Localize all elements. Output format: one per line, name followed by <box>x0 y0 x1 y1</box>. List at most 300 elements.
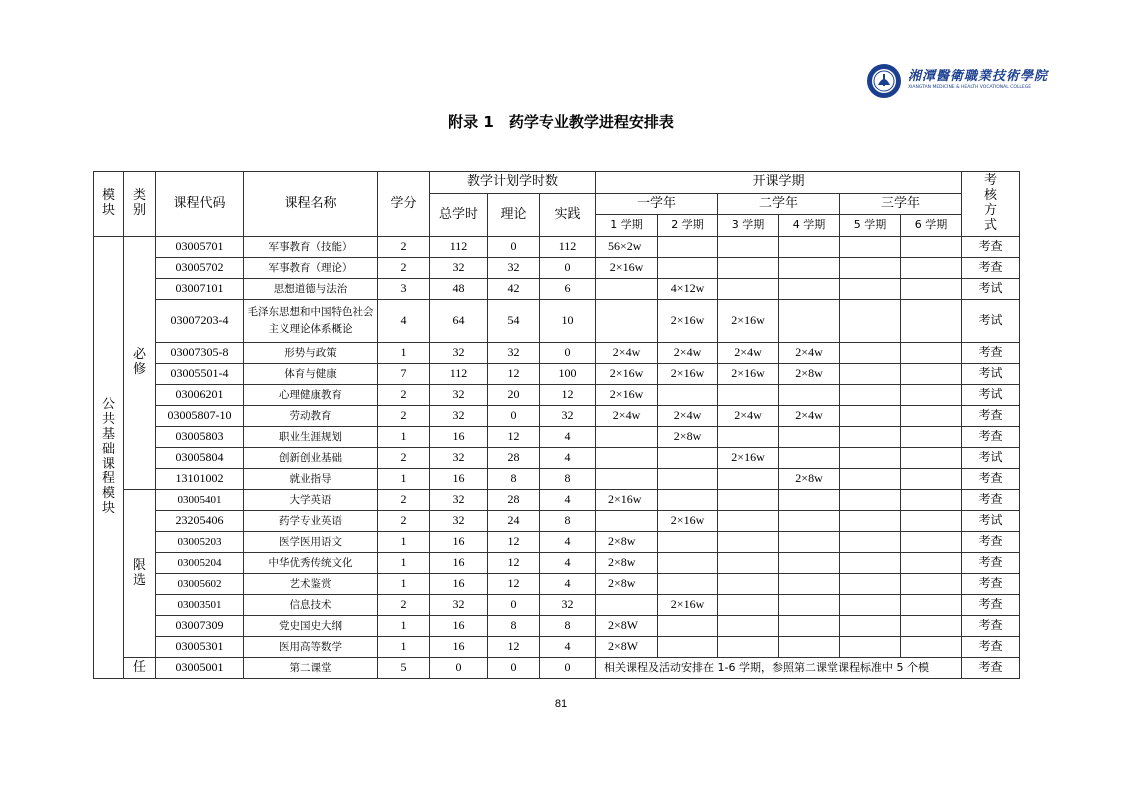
course-code: 03005301 <box>156 637 244 658</box>
course-name: 军事教育（理论） <box>244 258 378 279</box>
assessment-method: 考查 <box>962 532 1020 553</box>
teaching-plan-table <box>93 171 1020 679</box>
semester-6-cell <box>901 616 962 637</box>
semester-3-cell <box>718 511 779 532</box>
semester-5-cell <box>840 385 901 406</box>
assessment-method: 考试 <box>962 511 1020 532</box>
semester-6-cell <box>901 469 962 490</box>
course-total-hours: 32 <box>430 258 488 279</box>
semester-3-cell <box>718 595 779 616</box>
semester-1-cell: 2×8w <box>596 553 658 574</box>
semester-3-cell <box>718 237 779 258</box>
semester-3-cell <box>718 574 779 595</box>
course-total-hours: 32 <box>430 343 488 364</box>
course-credits: 2 <box>378 237 430 258</box>
semester-5-cell <box>840 553 901 574</box>
header-module: 模块 <box>94 172 124 237</box>
semester-1-cell: 2×8W <box>596 637 658 658</box>
course-name: 药学专业英语 <box>244 511 378 532</box>
semester-2-cell: 2×16w <box>658 511 718 532</box>
semester-6-cell <box>901 511 962 532</box>
semester-6-cell <box>901 574 962 595</box>
course-practice-hours: 112 <box>540 237 596 258</box>
course-name: 信息技术 <box>244 595 378 616</box>
assessment-method: 考查 <box>962 490 1020 511</box>
assessment-method: 考查 <box>962 553 1020 574</box>
course-name: 心理健康教育 <box>244 385 378 406</box>
assessment-method: 考查 <box>962 658 1020 679</box>
assessment-method: 考查 <box>962 406 1020 427</box>
course-theory-hours: 0 <box>488 406 540 427</box>
semester-5-cell <box>840 406 901 427</box>
course-theory-hours: 32 <box>488 258 540 279</box>
course-credits: 7 <box>378 364 430 385</box>
semester-6-cell <box>901 595 962 616</box>
course-credits: 1 <box>378 469 430 490</box>
course-code: 03006201 <box>156 385 244 406</box>
semester-6-cell <box>901 385 962 406</box>
semester-2-cell: 2×4w <box>658 406 718 427</box>
course-total-hours: 32 <box>430 406 488 427</box>
assessment-method: 考试 <box>962 385 1020 406</box>
semester-4-cell: 2×4w <box>779 406 840 427</box>
semester-3-cell <box>718 279 779 300</box>
semester-5-cell <box>840 364 901 385</box>
assessment-method: 考查 <box>962 469 1020 490</box>
semester-4-cell: 2×4w <box>779 343 840 364</box>
semester-2-cell <box>658 553 718 574</box>
course-total-hours: 16 <box>430 532 488 553</box>
table-row <box>94 406 1020 427</box>
course-total-hours: 112 <box>430 364 488 385</box>
course-total-hours: 16 <box>430 616 488 637</box>
course-name: 就业指导 <box>244 469 378 490</box>
college-logo <box>866 63 1049 107</box>
semester-3-cell: 2×16w <box>718 300 779 343</box>
course-credits: 2 <box>378 490 430 511</box>
course-credits: 1 <box>378 553 430 574</box>
header-sem3: 3 学期 <box>718 215 779 237</box>
table-row <box>94 448 1020 469</box>
assessment-method: 考查 <box>962 427 1020 448</box>
semester-3-cell <box>718 532 779 553</box>
semester-4-cell <box>779 300 840 343</box>
course-name: 毛泽东思想和中国特色社会主义理论体系概论 <box>244 300 378 343</box>
semester-note: 相关课程及活动安排在 1-6 学期，参照第二课堂课程标准中 5 个模 <box>596 658 962 679</box>
semester-3-cell <box>718 258 779 279</box>
course-code: 03005401 <box>156 490 244 511</box>
course-name: 大学英语 <box>244 490 378 511</box>
course-theory-hours: 12 <box>488 637 540 658</box>
course-code: 03007203-4 <box>156 300 244 343</box>
header-year1: 一学年 <box>596 194 718 215</box>
table-row <box>94 658 1020 679</box>
semester-2-cell <box>658 448 718 469</box>
course-practice-hours: 8 <box>540 616 596 637</box>
semester-1-cell: 2×4w <box>596 343 658 364</box>
college-name-en: XIANGTAN MEDICINE & HEALTH VOCATIONAL COLLEGE <box>908 85 1032 90</box>
semester-1-cell <box>596 511 658 532</box>
semester-1-cell: 2×16w <box>596 258 658 279</box>
course-credits: 2 <box>378 511 430 532</box>
semester-5-cell <box>840 574 901 595</box>
semester-6-cell <box>901 237 962 258</box>
semester-5-cell <box>840 427 901 448</box>
semester-2-cell <box>658 469 718 490</box>
semester-4-cell <box>779 279 840 300</box>
course-practice-hours: 4 <box>540 448 596 469</box>
semester-5-cell <box>840 532 901 553</box>
course-practice-hours: 32 <box>540 595 596 616</box>
semester-6-cell <box>901 300 962 343</box>
semester-1-cell: 2×16w <box>596 385 658 406</box>
semester-1-cell <box>596 427 658 448</box>
course-code: 13101002 <box>156 469 244 490</box>
semester-1-cell: 2×8w <box>596 532 658 553</box>
table-row <box>94 343 1020 364</box>
course-credits: 1 <box>378 574 430 595</box>
semester-4-cell <box>779 595 840 616</box>
course-code: 03007101 <box>156 279 244 300</box>
course-practice-hours: 8 <box>540 469 596 490</box>
semester-3-cell <box>718 553 779 574</box>
module-label: 公共基础课程模块 <box>94 237 124 679</box>
header-sem4: 4 学期 <box>779 215 840 237</box>
semester-4-cell <box>779 427 840 448</box>
course-practice-hours: 4 <box>540 574 596 595</box>
semester-6-cell <box>901 279 962 300</box>
table-row <box>94 258 1020 279</box>
course-theory-hours: 12 <box>488 532 540 553</box>
header-course-code: 课程代码 <box>156 172 244 237</box>
course-code: 03005602 <box>156 574 244 595</box>
course-practice-hours: 4 <box>540 637 596 658</box>
course-credits: 5 <box>378 658 430 679</box>
table-row <box>94 490 1020 511</box>
semester-3-cell <box>718 490 779 511</box>
semester-6-cell <box>901 364 962 385</box>
category-elective: 任 <box>124 658 156 679</box>
header-semester-group: 开课学期 <box>596 172 962 194</box>
course-credits: 2 <box>378 258 430 279</box>
semester-5-cell <box>840 490 901 511</box>
table-row <box>94 574 1020 595</box>
semester-2-cell: 2×4w <box>658 343 718 364</box>
assessment-method: 考试 <box>962 364 1020 385</box>
course-name: 第二课堂 <box>244 658 378 679</box>
table-row <box>94 637 1020 658</box>
course-credits: 1 <box>378 532 430 553</box>
course-code: 03005204 <box>156 553 244 574</box>
course-name: 党史国史大纲 <box>244 616 378 637</box>
table-row <box>94 532 1020 553</box>
course-practice-hours: 4 <box>540 490 596 511</box>
semester-3-cell <box>718 469 779 490</box>
semester-3-cell: 2×4w <box>718 343 779 364</box>
course-code: 03005701 <box>156 237 244 258</box>
header-category: 类别 <box>124 172 156 237</box>
semester-4-cell <box>779 553 840 574</box>
course-name: 思想道德与法治 <box>244 279 378 300</box>
header-sem5: 5 学期 <box>840 215 901 237</box>
course-practice-hours: 10 <box>540 300 596 343</box>
semester-5-cell <box>840 343 901 364</box>
semester-1-cell <box>596 595 658 616</box>
semester-3-cell <box>718 637 779 658</box>
course-total-hours: 32 <box>430 595 488 616</box>
semester-2-cell <box>658 532 718 553</box>
table-row <box>94 469 1020 490</box>
course-theory-hours: 8 <box>488 616 540 637</box>
course-credits: 4 <box>378 300 430 343</box>
course-code: 03005702 <box>156 258 244 279</box>
semester-3-cell <box>718 385 779 406</box>
course-theory-hours: 32 <box>488 343 540 364</box>
course-code: 03005803 <box>156 427 244 448</box>
semester-2-cell <box>658 574 718 595</box>
semester-2-cell: 2×8w <box>658 427 718 448</box>
course-theory-hours: 0 <box>488 595 540 616</box>
course-theory-hours: 12 <box>488 364 540 385</box>
course-code: 03007305-8 <box>156 343 244 364</box>
semester-6-cell <box>901 448 962 469</box>
header-theory: 理论 <box>488 194 540 237</box>
course-credits: 2 <box>378 406 430 427</box>
course-theory-hours: 28 <box>488 448 540 469</box>
college-name-cn: 湘潭醫衛職業技術學院 <box>908 69 1049 84</box>
course-name: 医学医用语文 <box>244 532 378 553</box>
course-total-hours: 48 <box>430 279 488 300</box>
course-practice-hours: 32 <box>540 406 596 427</box>
course-total-hours: 16 <box>430 637 488 658</box>
semester-3-cell <box>718 616 779 637</box>
course-name: 医用高等数学 <box>244 637 378 658</box>
course-code: 03005001 <box>156 658 244 679</box>
course-name: 劳动教育 <box>244 406 378 427</box>
semester-1-cell <box>596 448 658 469</box>
table-row <box>94 279 1020 300</box>
course-name: 中华优秀传统文化 <box>244 553 378 574</box>
table-row <box>94 595 1020 616</box>
course-credits: 1 <box>378 637 430 658</box>
course-practice-hours: 0 <box>540 343 596 364</box>
semester-5-cell <box>840 258 901 279</box>
header-hours-group: 教学计划学时数 <box>430 172 596 194</box>
semester-5-cell <box>840 279 901 300</box>
course-total-hours: 112 <box>430 237 488 258</box>
assessment-method: 考查 <box>962 574 1020 595</box>
table-row <box>94 427 1020 448</box>
semester-6-cell <box>901 258 962 279</box>
course-theory-hours: 12 <box>488 574 540 595</box>
page-number: 81 <box>554 698 568 710</box>
course-theory-hours: 0 <box>488 658 540 679</box>
semester-2-cell <box>658 616 718 637</box>
header-total-hours: 总学时 <box>430 194 488 237</box>
course-theory-hours: 20 <box>488 385 540 406</box>
semester-4-cell <box>779 532 840 553</box>
course-code: 03005203 <box>156 532 244 553</box>
semester-5-cell <box>840 237 901 258</box>
course-name: 军事教育（技能） <box>244 237 378 258</box>
semester-1-cell: 2×16w <box>596 490 658 511</box>
assessment-method: 考查 <box>962 343 1020 364</box>
course-theory-hours: 24 <box>488 511 540 532</box>
semester-2-cell <box>658 258 718 279</box>
semester-3-cell: 2×4w <box>718 406 779 427</box>
course-code: 03005804 <box>156 448 244 469</box>
semester-1-cell: 2×16w <box>596 364 658 385</box>
semester-1-cell: 2×8W <box>596 616 658 637</box>
semester-2-cell: 4×12w <box>658 279 718 300</box>
semester-1-cell: 2×4w <box>596 406 658 427</box>
semester-6-cell <box>901 427 962 448</box>
semester-4-cell <box>779 616 840 637</box>
course-total-hours: 32 <box>430 448 488 469</box>
course-credits: 3 <box>378 279 430 300</box>
course-theory-hours: 0 <box>488 237 540 258</box>
semester-2-cell <box>658 237 718 258</box>
header-sem1: 1 学期 <box>596 215 658 237</box>
table-row <box>94 237 1020 258</box>
header-assessment: 考核方式 <box>962 172 1020 237</box>
semester-4-cell <box>779 448 840 469</box>
course-credits: 1 <box>378 427 430 448</box>
semester-5-cell <box>840 300 901 343</box>
course-credits: 2 <box>378 385 430 406</box>
semester-6-cell <box>901 406 962 427</box>
semester-1-cell <box>596 300 658 343</box>
semester-5-cell <box>840 448 901 469</box>
semester-2-cell: 2×16w <box>658 364 718 385</box>
semester-4-cell <box>779 258 840 279</box>
semester-2-cell: 2×16w <box>658 300 718 343</box>
page-title: 附录 1 药学专业教学进程安排表 <box>448 113 674 131</box>
course-name: 体育与健康 <box>244 364 378 385</box>
course-theory-hours: 28 <box>488 490 540 511</box>
semester-5-cell <box>840 616 901 637</box>
course-practice-hours: 0 <box>540 658 596 679</box>
course-name: 艺术鉴赏 <box>244 574 378 595</box>
semester-4-cell: 2×8w <box>779 364 840 385</box>
course-practice-hours: 0 <box>540 258 596 279</box>
assessment-method: 考试 <box>962 448 1020 469</box>
course-code: 23205406 <box>156 511 244 532</box>
semester-4-cell <box>779 237 840 258</box>
semester-1-cell <box>596 279 658 300</box>
course-total-hours: 64 <box>430 300 488 343</box>
assessment-method: 考查 <box>962 237 1020 258</box>
course-total-hours: 16 <box>430 553 488 574</box>
course-theory-hours: 54 <box>488 300 540 343</box>
course-practice-hours: 4 <box>540 532 596 553</box>
course-practice-hours: 4 <box>540 553 596 574</box>
header-year2: 二学年 <box>718 194 840 215</box>
course-theory-hours: 12 <box>488 553 540 574</box>
course-practice-hours: 8 <box>540 511 596 532</box>
semester-5-cell <box>840 511 901 532</box>
course-practice-hours: 100 <box>540 364 596 385</box>
table-row <box>94 616 1020 637</box>
semester-3-cell <box>718 427 779 448</box>
course-credits: 1 <box>378 616 430 637</box>
category-required: 必修 <box>124 237 156 490</box>
course-credits: 2 <box>378 595 430 616</box>
semester-1-cell <box>596 469 658 490</box>
college-seal-icon <box>866 63 902 99</box>
header-practice: 实践 <box>540 194 596 237</box>
semester-6-cell <box>901 490 962 511</box>
header-credits: 学分 <box>378 172 430 237</box>
assessment-method: 考试 <box>962 300 1020 343</box>
semester-4-cell <box>779 637 840 658</box>
course-credits: 1 <box>378 343 430 364</box>
category-limited: 限选 <box>124 490 156 658</box>
course-total-hours: 16 <box>430 469 488 490</box>
table-row <box>94 385 1020 406</box>
semester-4-cell <box>779 385 840 406</box>
semester-4-cell <box>779 490 840 511</box>
semester-2-cell <box>658 490 718 511</box>
assessment-method: 考试 <box>962 279 1020 300</box>
semester-5-cell <box>840 469 901 490</box>
semester-6-cell <box>901 637 962 658</box>
semester-6-cell <box>901 343 962 364</box>
semester-3-cell: 2×16w <box>718 448 779 469</box>
course-practice-hours: 6 <box>540 279 596 300</box>
course-code: 03003501 <box>156 595 244 616</box>
course-credits: 2 <box>378 448 430 469</box>
table-row <box>94 364 1020 385</box>
header-course-name: 课程名称 <box>244 172 378 237</box>
header-year3: 三学年 <box>840 194 962 215</box>
course-name: 职业生涯规划 <box>244 427 378 448</box>
course-total-hours: 16 <box>430 427 488 448</box>
semester-5-cell <box>840 637 901 658</box>
semester-2-cell: 2×16w <box>658 595 718 616</box>
semester-4-cell: 2×8w <box>779 469 840 490</box>
header-sem6: 6 学期 <box>901 215 962 237</box>
course-code: 03005501-4 <box>156 364 244 385</box>
course-total-hours: 32 <box>430 385 488 406</box>
semester-5-cell <box>840 595 901 616</box>
table-row <box>94 300 1020 343</box>
course-practice-hours: 12 <box>540 385 596 406</box>
course-theory-hours: 12 <box>488 427 540 448</box>
semester-6-cell <box>901 553 962 574</box>
assessment-method: 考查 <box>962 595 1020 616</box>
semester-1-cell: 2×8w <box>596 574 658 595</box>
table-row <box>94 553 1020 574</box>
course-total-hours: 32 <box>430 490 488 511</box>
course-total-hours: 0 <box>430 658 488 679</box>
semester-4-cell <box>779 574 840 595</box>
course-name: 创新创业基础 <box>244 448 378 469</box>
course-code: 03007309 <box>156 616 244 637</box>
semester-1-cell: 56×2w <box>596 237 658 258</box>
table-row <box>94 511 1020 532</box>
semester-6-cell <box>901 532 962 553</box>
assessment-method: 考查 <box>962 258 1020 279</box>
course-total-hours: 16 <box>430 574 488 595</box>
course-name: 形势与政策 <box>244 343 378 364</box>
course-theory-hours: 42 <box>488 279 540 300</box>
semester-2-cell <box>658 637 718 658</box>
semester-4-cell <box>779 511 840 532</box>
assessment-method: 考查 <box>962 637 1020 658</box>
header-sem2: 2 学期 <box>658 215 718 237</box>
course-theory-hours: 8 <box>488 469 540 490</box>
